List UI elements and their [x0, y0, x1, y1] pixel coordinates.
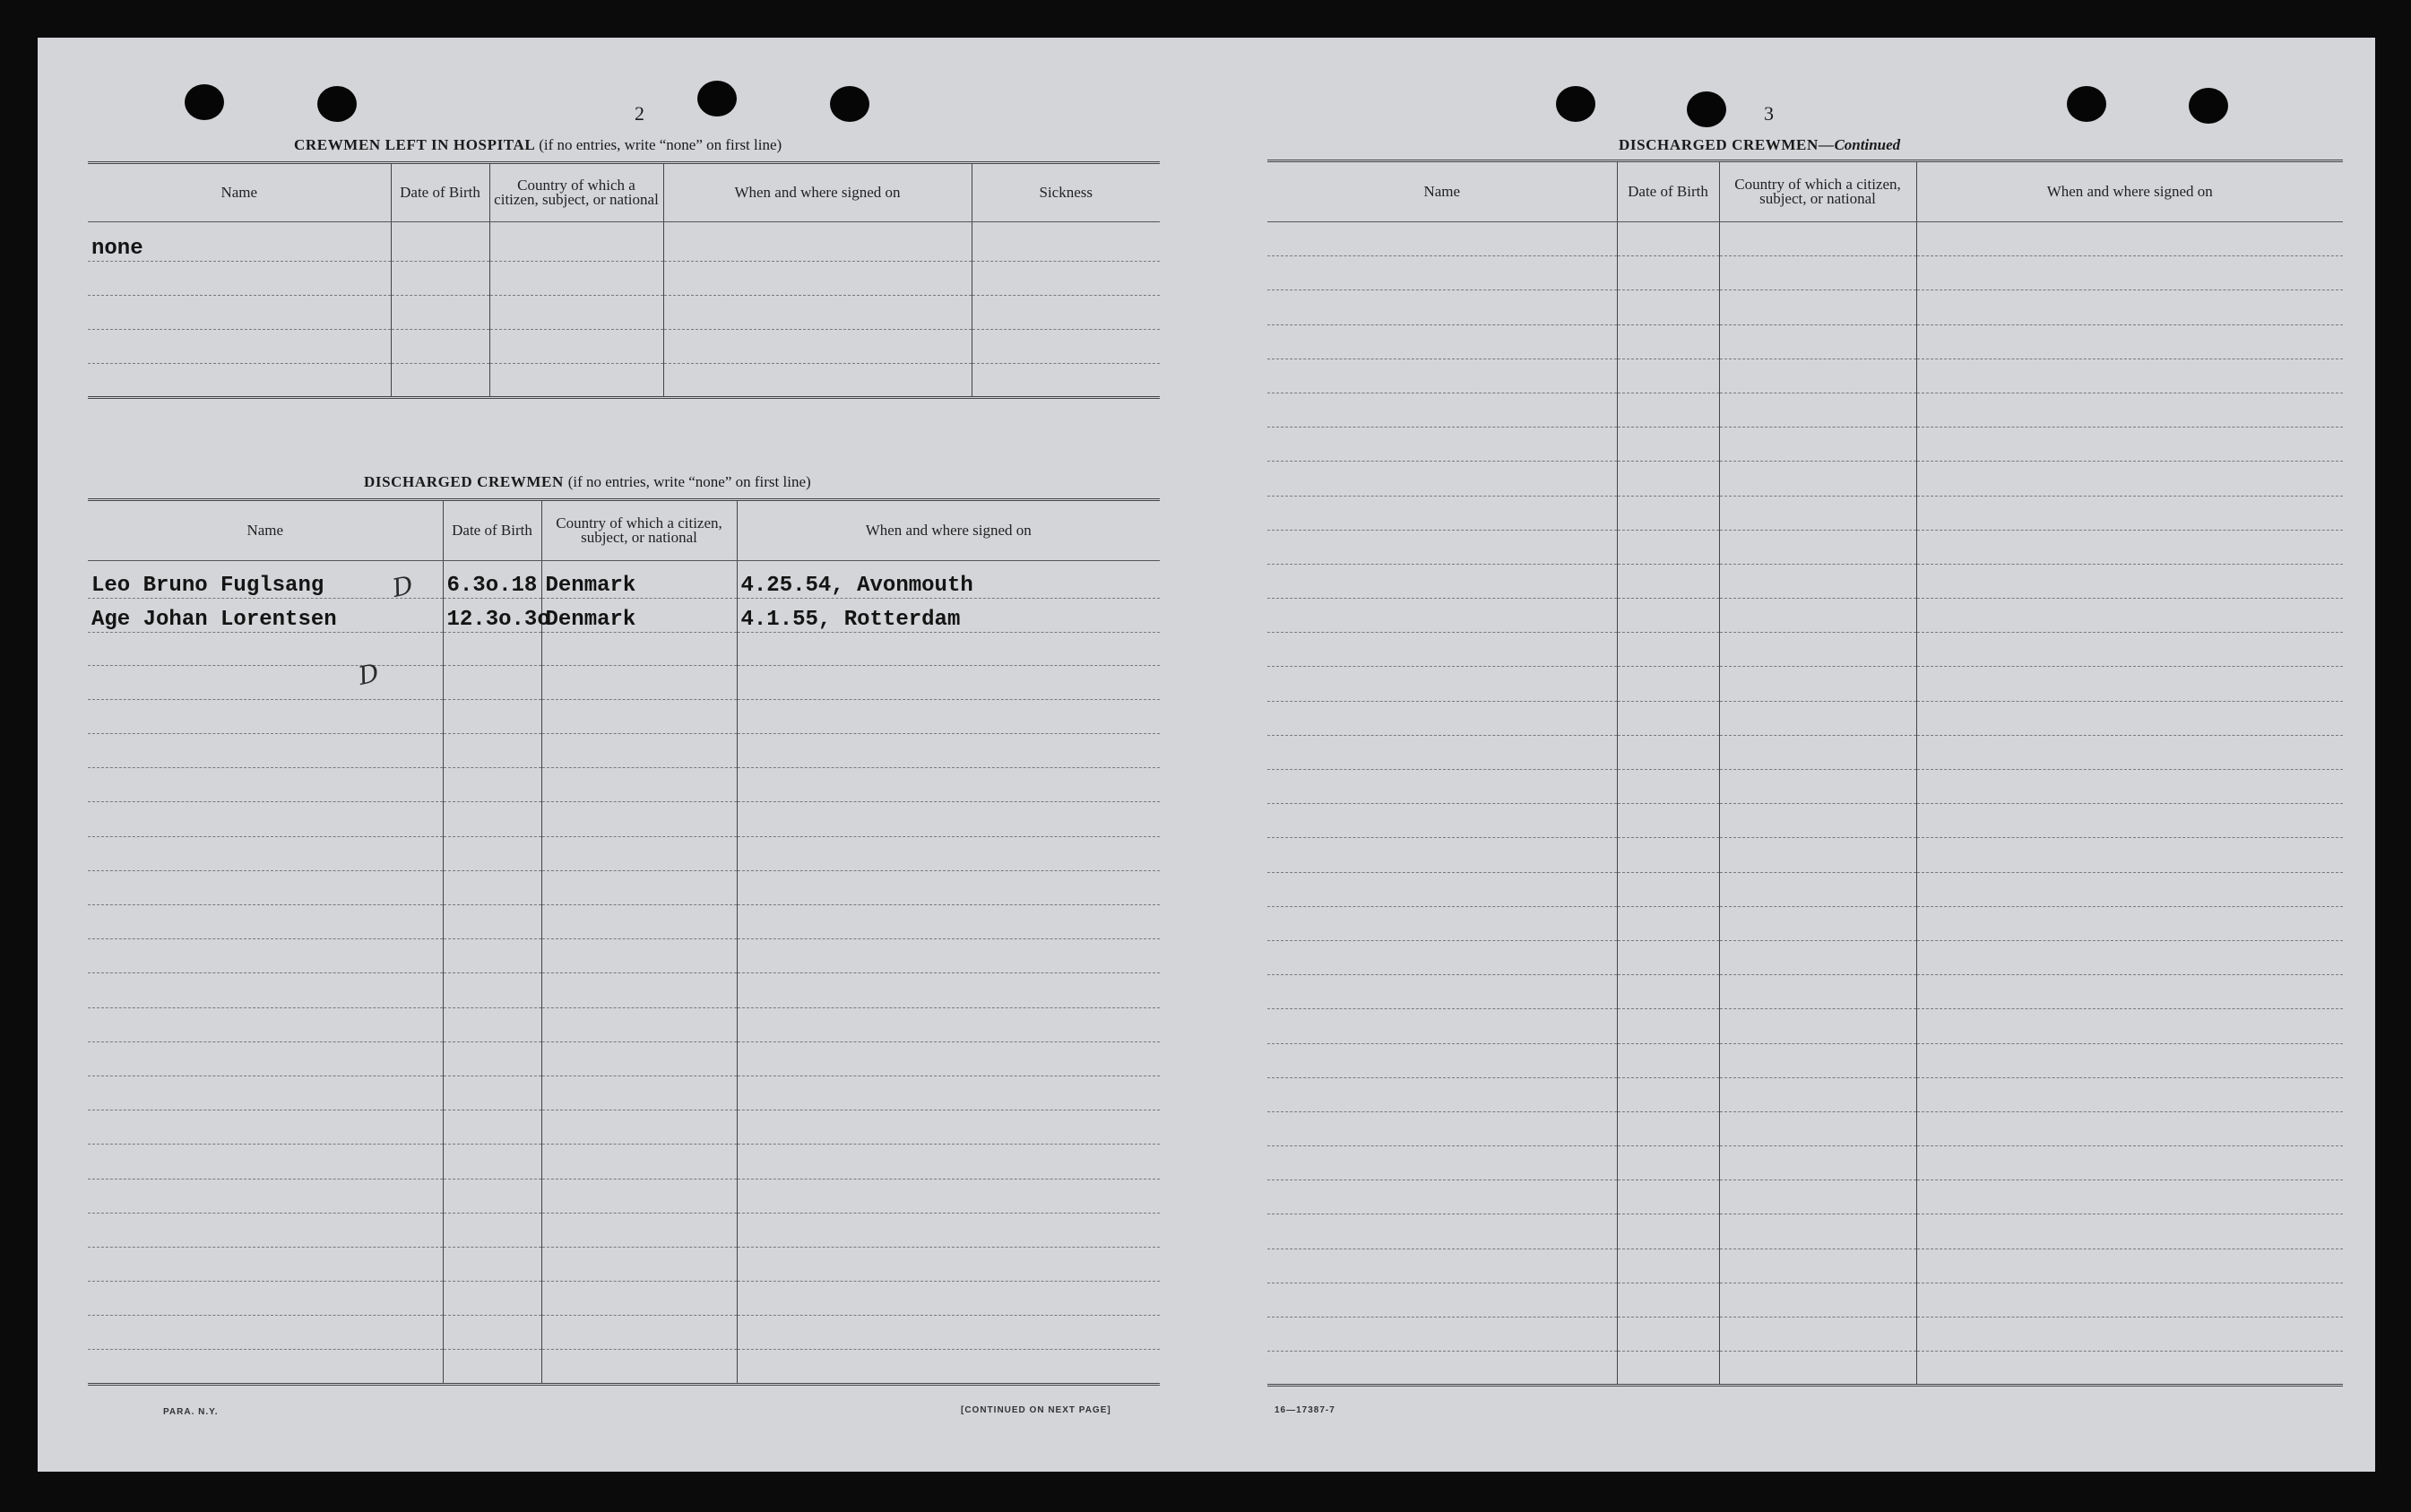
column-header-signed-on: When and where signed on	[663, 163, 972, 222]
column-header-signed-on: When and where signed on	[737, 500, 1160, 561]
blank-row	[1267, 770, 2343, 804]
blank-row	[88, 870, 1160, 904]
blank-row	[1267, 667, 2343, 701]
column-header-country: Country of which a citizen, subject, or national	[1719, 161, 1916, 222]
handwritten-mark: D	[389, 570, 416, 603]
blank-row	[88, 734, 1160, 768]
date-of-birth: 12.3o.3o	[443, 599, 541, 633]
blank-row	[1267, 838, 2343, 872]
blank-row	[88, 699, 1160, 733]
blank-row	[1267, 975, 2343, 1009]
page-number: 3	[1764, 102, 1774, 125]
column-header-country: Country of which a citizen, subject, or national	[489, 163, 663, 222]
column-header-date-of-birth: Date of Birth	[1617, 161, 1719, 222]
handwritten-mark: D	[355, 658, 382, 691]
blank-row	[88, 1179, 1160, 1213]
blank-row	[1267, 1352, 2343, 1386]
hospital-section-title: CREWMEN LEFT IN HOSPITAL (if no entries, write “none” on first line)	[294, 136, 782, 153]
crewman-name: Age Johan Lorentsen	[88, 599, 443, 633]
blank-row	[88, 1213, 1160, 1247]
blank-row	[88, 1007, 1160, 1041]
blank-row	[88, 1145, 1160, 1179]
hospital-entry-name: none	[88, 222, 391, 262]
blank-row	[1267, 1146, 2343, 1180]
punch-hole-2	[317, 86, 357, 122]
blank-row	[1267, 496, 2343, 530]
blank-row	[1267, 359, 2343, 393]
blank-row	[1267, 1318, 2343, 1352]
footer-continued-note: [CONTINUED ON NEXT PAGE]	[961, 1405, 1111, 1415]
blank-row	[1267, 735, 2343, 769]
discharged-continued-table	[1267, 160, 2343, 1387]
column-header-signed-on: When and where signed on	[1916, 161, 2343, 222]
blank-row	[88, 973, 1160, 1007]
column-header-sickness: Sickness	[972, 163, 1160, 222]
country: Denmark	[541, 561, 737, 599]
blank-row	[1267, 701, 2343, 735]
document-sheet	[38, 38, 2375, 1472]
blank-row	[88, 1282, 1160, 1316]
discharged-table-blank-rows	[88, 631, 1160, 1386]
blank-row	[88, 836, 1160, 870]
table-row	[88, 561, 1160, 599]
blank-row	[1267, 428, 2343, 462]
blank-row	[1267, 393, 2343, 427]
blank-row	[88, 631, 1160, 665]
blank-row	[1267, 1180, 2343, 1214]
column-header-country: Country of which a citizen, subject, or national	[541, 500, 737, 561]
punch-hole-1	[185, 84, 224, 120]
column-header-name: Name	[88, 163, 391, 222]
blank-row	[88, 768, 1160, 802]
blank-row	[88, 1110, 1160, 1145]
blank-row	[1267, 940, 2343, 974]
blank-row	[88, 939, 1160, 973]
column-header-date-of-birth: Date of Birth	[391, 163, 489, 222]
blank-row	[1267, 324, 2343, 359]
blank-row	[88, 665, 1160, 699]
blank-row	[1267, 633, 2343, 667]
blank-row	[1267, 462, 2343, 496]
signed-on: 4.25.54, Avonmouth	[737, 561, 1160, 599]
punch-hole-6	[1687, 91, 1726, 127]
blank-row	[1267, 256, 2343, 290]
blank-row	[1267, 804, 2343, 838]
column-header-date-of-birth: Date of Birth	[443, 500, 541, 561]
blank-row	[88, 1076, 1160, 1110]
punch-hole-5	[1556, 86, 1595, 122]
date-of-birth: 6.3o.18	[443, 561, 541, 599]
punch-hole-7	[2067, 86, 2106, 122]
blank-row	[1267, 1283, 2343, 1317]
blank-row	[1267, 1077, 2343, 1111]
blank-row	[1267, 564, 2343, 598]
country: Denmark	[541, 599, 737, 633]
blank-row	[1267, 1214, 2343, 1248]
discharged-section-title: DISCHARGED CREWMEN (if no entries, write “none” on first line)	[364, 473, 811, 490]
column-header-name: Name	[88, 500, 443, 561]
footer-form-number: 16—17387-7	[1275, 1405, 1335, 1415]
blank-row	[88, 1316, 1160, 1350]
footer-printer-mark: PARA. N.Y.	[163, 1407, 219, 1417]
blank-row	[88, 1247, 1160, 1281]
blank-row	[1267, 599, 2343, 633]
blank-row	[88, 802, 1160, 836]
blank-row	[1267, 290, 2343, 324]
punch-hole-3	[697, 81, 737, 117]
discharged-table	[88, 498, 1160, 633]
table-row	[88, 599, 1160, 633]
blank-row	[88, 1350, 1160, 1384]
crewman-name: Leo Bruno Fuglsang	[88, 561, 443, 599]
discharged-continued-title: DISCHARGED CREWMEN—Continued	[1619, 136, 1901, 153]
blank-row	[1267, 530, 2343, 564]
blank-row	[1267, 222, 2343, 256]
page-number: 2	[635, 102, 644, 125]
signed-on: 4.1.55, Rotterdam	[737, 599, 1160, 633]
blank-row	[88, 905, 1160, 939]
punch-hole-8	[2189, 88, 2228, 124]
blank-row	[1267, 1043, 2343, 1077]
column-header-name: Name	[1267, 161, 1617, 222]
blank-row	[1267, 1111, 2343, 1145]
blank-row	[1267, 1248, 2343, 1283]
blank-row	[88, 1041, 1160, 1076]
blank-row	[1267, 872, 2343, 906]
blank-row	[1267, 1009, 2343, 1043]
punch-hole-4	[830, 86, 869, 122]
blank-row	[1267, 906, 2343, 940]
hospital-table	[88, 161, 1160, 399]
